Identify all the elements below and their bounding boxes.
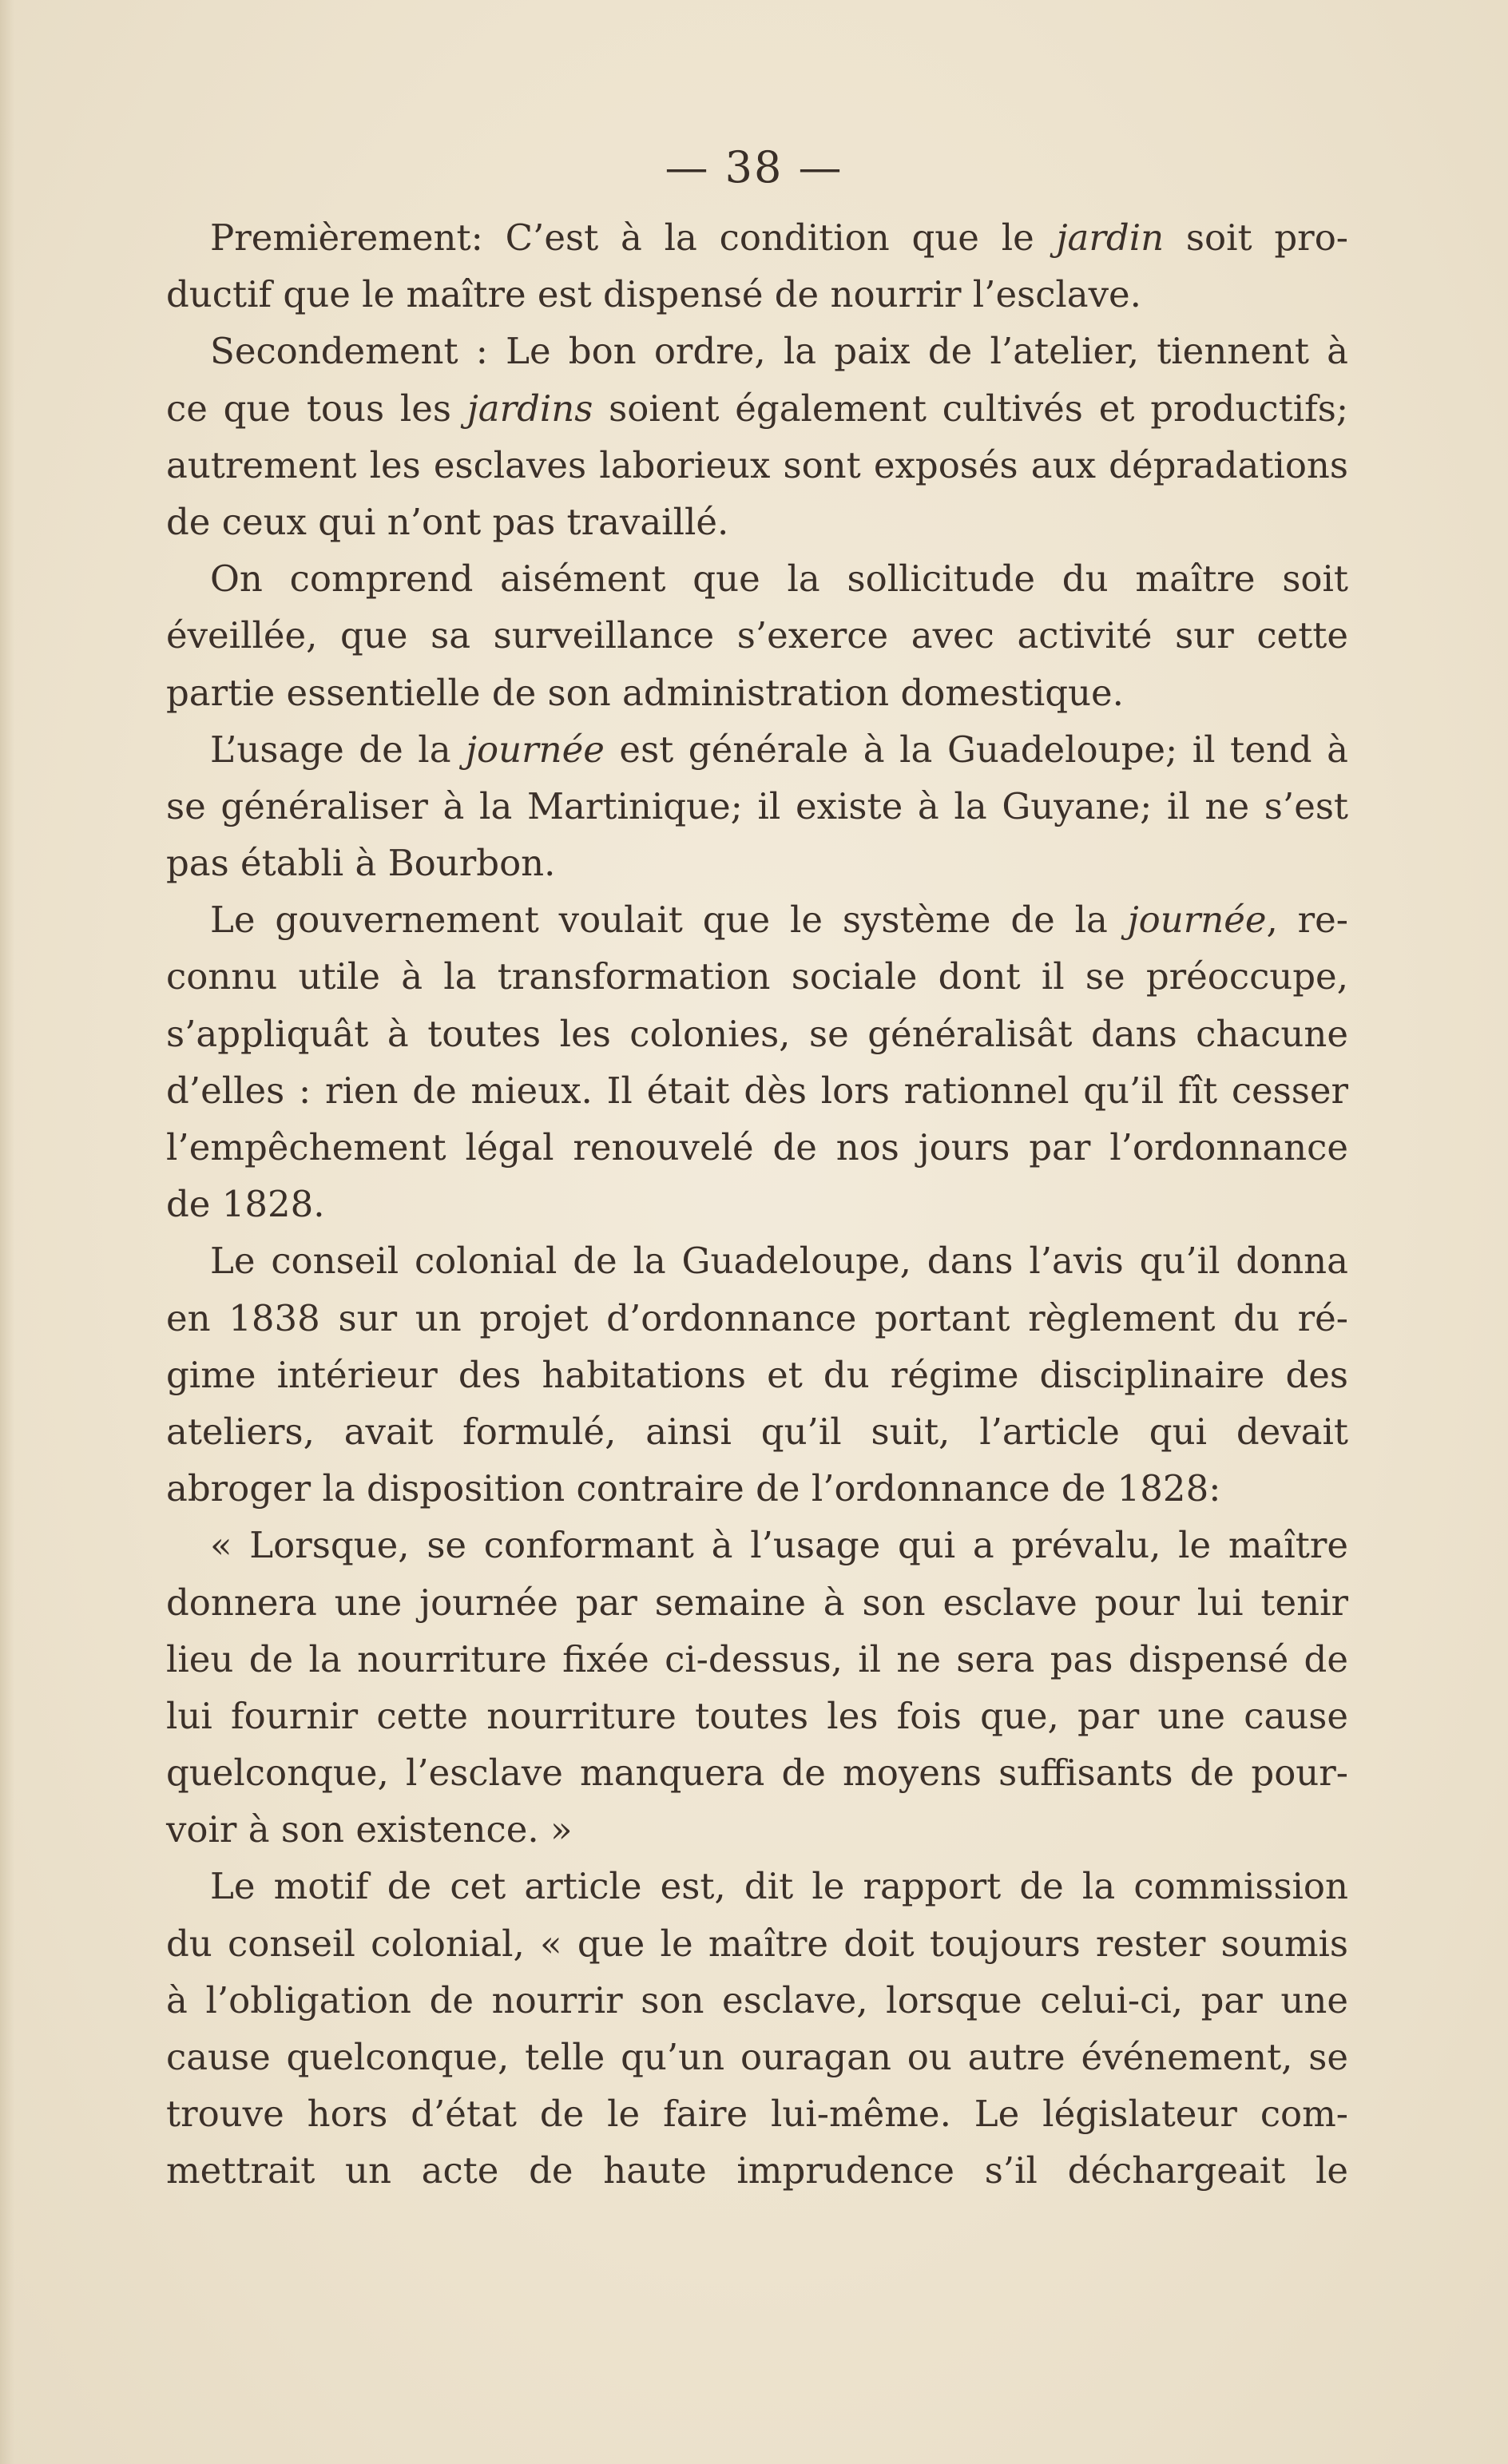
text-line (166, 2029, 1348, 2085)
text-run: de ceux qui n’ont pas travaillé. (166, 500, 729, 543)
text-run: mettrait un acte de haute imprudence s’il déchargeait le (166, 2149, 1348, 2192)
text-run: l’empêchement légal renouvelé de nos jours par l’ordonnance (166, 1126, 1348, 1169)
text-run: Le conseil colonial de la Guadeloupe, dans l’avis qu’il donna (210, 1240, 1348, 1283)
text-run: Le gouvernement voulait que le système de la (210, 899, 1128, 942)
text-run: s’appliquât à toutes les colonies, se généralisât dans chacune (166, 1012, 1348, 1055)
italic-term: journée (466, 728, 605, 771)
italic-term: jardins (466, 387, 593, 430)
text-run: ductif que le maître est dispensé de nourrir l’esclave. (166, 273, 1141, 316)
text-run: de 1828. (166, 1183, 325, 1226)
text-run: est générale à la Guadeloupe; il tend à (604, 728, 1348, 771)
text-run: quelconque, l’esclave manquera de moyens suffisants de pour- (166, 1752, 1348, 1795)
text-line (166, 665, 1348, 721)
text-run: gime intérieur des habitations et du régime disciplinaire des (166, 1353, 1348, 1396)
text-run: lieu de la nourriture fixée ci-dessus, il ne sera pas dispensé de (166, 1637, 1348, 1680)
text-run: d’elles : rien de mieux. Il était dès lors rationnel qu’il fît cesser (166, 1069, 1348, 1112)
text-line (166, 2142, 1348, 2199)
text-line (166, 778, 1348, 835)
text-run: ce que tous les (166, 387, 467, 430)
text-run: à l’obligation de nourrir son esclave, lorsque celui-ci, par une (166, 1978, 1348, 2022)
text-run: soit pro- (1164, 216, 1348, 259)
italic-term: jardin (1056, 216, 1165, 259)
text-line (166, 209, 1348, 266)
text-run: autrement les esclaves laborieux sont exposés aux dépradations (166, 443, 1348, 486)
text-line (166, 380, 1348, 437)
text-run: soient également cultivés et productifs; (593, 387, 1348, 430)
text-run: cause quelconque, telle qu’un ouragan ou autre événement, se (166, 2036, 1348, 2078)
text-line (166, 494, 1348, 550)
text-run: Premièrement: C’est à la condition que le (210, 216, 1057, 259)
text-line (166, 323, 1348, 379)
italic-term: journée (1127, 899, 1267, 942)
text-line (166, 266, 1348, 323)
text-run: lui fournir cette nourriture toutes les fois que, par une cause (166, 1694, 1348, 1737)
text-line (166, 835, 1348, 891)
text-run: L’usage de la (210, 728, 466, 771)
text-line (166, 1062, 1348, 1119)
text-run: éveillée, que sa surveillance s’exerce avec activité sur cette (166, 614, 1348, 657)
text-run: se généraliser à la Martinique; il existe à la Guyane; il ne s’est (166, 784, 1348, 827)
text-run: pas établi à Bourbon. (166, 842, 556, 885)
text-line (166, 607, 1348, 664)
text-line (166, 1972, 1348, 2029)
text-line (166, 1176, 1348, 1232)
text-line (166, 1631, 1348, 1688)
text-line (166, 948, 1348, 1005)
text-run: connu utile à la transformation sociale dont il se préoccupe, (166, 955, 1348, 998)
text-line (166, 550, 1348, 607)
text-line (166, 1744, 1348, 1801)
text-run: On comprend aisément que la sollicitude du maître soit (210, 557, 1348, 601)
text-line (166, 1290, 1348, 1347)
text-run: Le motif de cet article est, dit le rapport de la commission (210, 1865, 1348, 1908)
text-run: voir à son existence. » (166, 1808, 573, 1851)
text-line (166, 1801, 1348, 1858)
text-line (166, 1460, 1348, 1517)
text-run: Secondement : Le bon ordre, la paix de l’atelier, tiennent à (210, 330, 1348, 373)
text-line (166, 1232, 1348, 1289)
text-run: « Lorsque, se conformant à l’usage qui a prévalu, le maître (210, 1524, 1348, 1567)
body-text (166, 209, 1348, 2200)
text-line (166, 1688, 1348, 1744)
text-run: en 1838 sur un projet d’ordonnance portant règlement du ré- (166, 1296, 1348, 1339)
text-run: donnera une journée par semaine à son esclave pour lui tenir (166, 1581, 1348, 1624)
page-edge-shadow (0, 0, 14, 2464)
text-run: du conseil colonial, « que le maître doit toujours rester soumis (166, 1922, 1348, 1965)
text-line (166, 1517, 1348, 1573)
text-run: trouve hors d’état de le faire lui-même. Le législateur com- (166, 2093, 1348, 2136)
text-line (166, 1006, 1348, 1062)
text-line (166, 437, 1348, 494)
text-line (166, 1574, 1348, 1631)
text-line (166, 1119, 1348, 1176)
text-line (166, 1858, 1348, 1914)
text-line (166, 2085, 1348, 2142)
page-number: — 38 — (665, 142, 843, 192)
text-line (166, 1347, 1348, 1403)
text-run: partie essentielle de son administration domestique. (166, 671, 1124, 714)
text-run: abroger la disposition contraire de l’ordonnance de 1828: (166, 1467, 1221, 1510)
text-line (166, 891, 1348, 948)
text-run: , re- (1266, 899, 1348, 942)
text-line (166, 1915, 1348, 1972)
text-run: ateliers, avait formulé, ainsi qu’il suit, l’article qui devait (166, 1410, 1348, 1453)
text-line (166, 721, 1348, 778)
text-line (166, 1403, 1348, 1460)
